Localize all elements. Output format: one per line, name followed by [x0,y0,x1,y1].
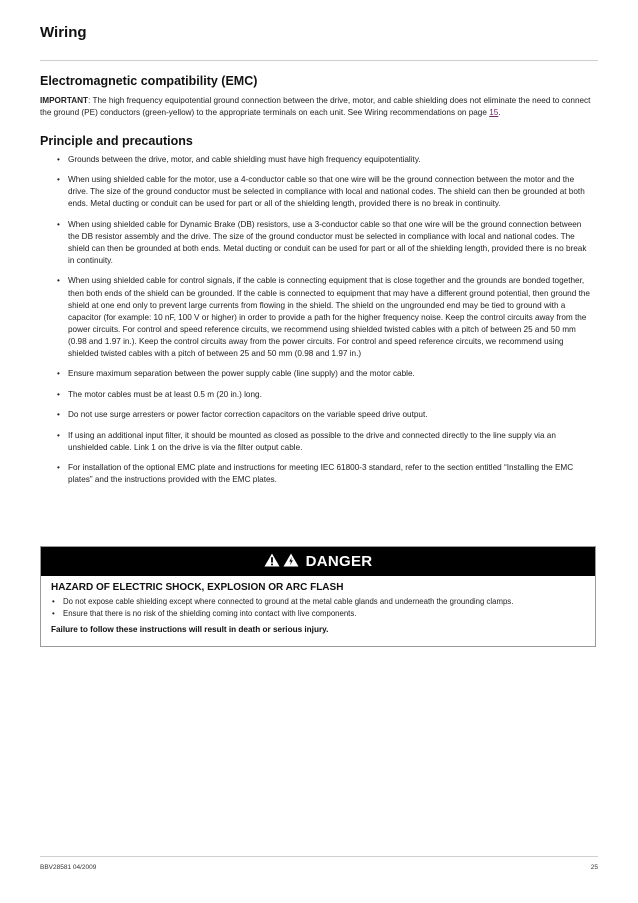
bullet-icon: • [57,410,60,420]
bullet-icon: • [57,219,60,229]
electric-hazard-icon [283,553,299,571]
bullet-icon: • [57,369,60,379]
footer-divider [40,856,598,857]
danger-warning: Failure to follow these instructions will result in death or serious injury. [51,625,329,635]
document-reference: BBV28581 04/2009 [40,864,97,871]
main-content [40,74,597,495]
list-item: • Grounds between the drive, motor, and cable shielding must have high frequency equipotentiality. [40,154,597,166]
list-item: • When using shielded cable for control signals, if the cable is connecting equipment that is close together and the grounds are bonded together, then both ends of the shield can be grounded. If the cable is connected to equipment that may have a different ground potential, then ground the shield at one end only to prevent large currents from flowing in the shield. The shield on the ungrounded end may be tied to ground with a capacitor (for example: 10 nF, 100 V or higher) in order to provide a path for the higher frequency noise. Keep the control circuits away from the power circuits. For control and speed reference circuits, we recommend using shielded twisted cables with a pitch of between 25 and 50 mm (0.98 and 1.97 in.). Keep the control circuits away from the power circuits. For control and speed reference circuits, we recommend using shielded twisted cables with a pitch of between 25 and 50 mm (0.98 and 1.97 in.) [57,276,590,359]
bullet-icon: • [57,276,60,286]
list-item: • For installation of the optional EMC plate and instructions for meeting IEC 61800-3 standard, refer to the section entitled “Installing the EMC plates” and the instructions provided with the EMC plates. [57,463,574,485]
hazard-title: HAZARD OF ELECTRIC SHOCK, EXPLOSION OR ARC FLASH [51,582,344,593]
important-label: IMPORTANT [40,96,89,105]
bullet-icon: • [57,154,60,164]
principle-heading: Principle and precautions [40,133,193,148]
list-item: • Do not expose cable shielding except where connected to ground at the metal cable glands and underneath the grounding clamps. [52,597,514,606]
intro-period: . [498,108,501,118]
bullet-icon: • [52,608,55,618]
list-item: • Ensure maximum separation between the power supply cable (line supply) and the motor cable. [40,368,597,380]
bullet-icon: • [52,597,55,606]
emc-heading: Electromagnetic compatibility (EMC) [40,74,258,88]
header-divider [40,60,598,61]
bullet-icon: • [57,175,60,185]
bullet-icon: • [57,389,60,399]
page-number: 25 [590,864,598,871]
page-title: Wiring [40,24,87,41]
danger-box [40,546,596,647]
danger-header [41,547,595,576]
important-text: : The high frequency equipotential ground connection between the drive, motor, and cable shielding does not eliminate the need to connect the ground (PE) conductors (green-yellow) to the appropriate terminals on each unit. See Wiring recommendations on page [40,96,591,118]
list-item: • Ensure that there is no risk of the shielding coming into contact with live components. [52,608,357,618]
list-item: • When using shielded cable for Dynamic Brake (DB) resistors, use a 3-conductor cable so that one wire will be the ground connection between the DB resistor assembly and the drive. The size of the ground conductor must be selected in compliance with local and national codes. The shield can then be grounded at both ends. Metal ducting or conduit can be used for part or all of the shielding length, provided there is no break in continuity. [57,219,587,266]
emc-intro [40,95,597,120]
precautions-list [40,154,597,486]
page-link[interactable]: 15 [489,108,499,118]
list-item: • Do not use surge arresters or power factor correction capacitors on the variable speed drive output. [40,409,597,421]
bullet-icon: • [57,463,60,473]
list-item: • When using shielded cable for the motor, use a 4-conductor cable so that one wire will be the ground connection between the motor and the drive. The size of the ground conductor must be selected in compliance with local and national codes. The shield can then be grounded at both ends. Metal ducting or conduit can be used for part or all of the shielding length, provided there is no break in continuity. [57,175,585,209]
warning-triangle-icon [264,553,280,571]
list-item: • If using an additional input filter, it should be mounted as closed as possible to the drive and connected directly to the line supply via an unshielded cable. Link 1 on the drive is via the filter output cable. [57,430,556,452]
hazard-list [41,596,595,619]
bullet-icon: • [57,430,60,440]
danger-label: DANGER [305,553,373,570]
list-item: • The motor cables must be at least 0.5 m (20 in.) long. [40,389,597,401]
